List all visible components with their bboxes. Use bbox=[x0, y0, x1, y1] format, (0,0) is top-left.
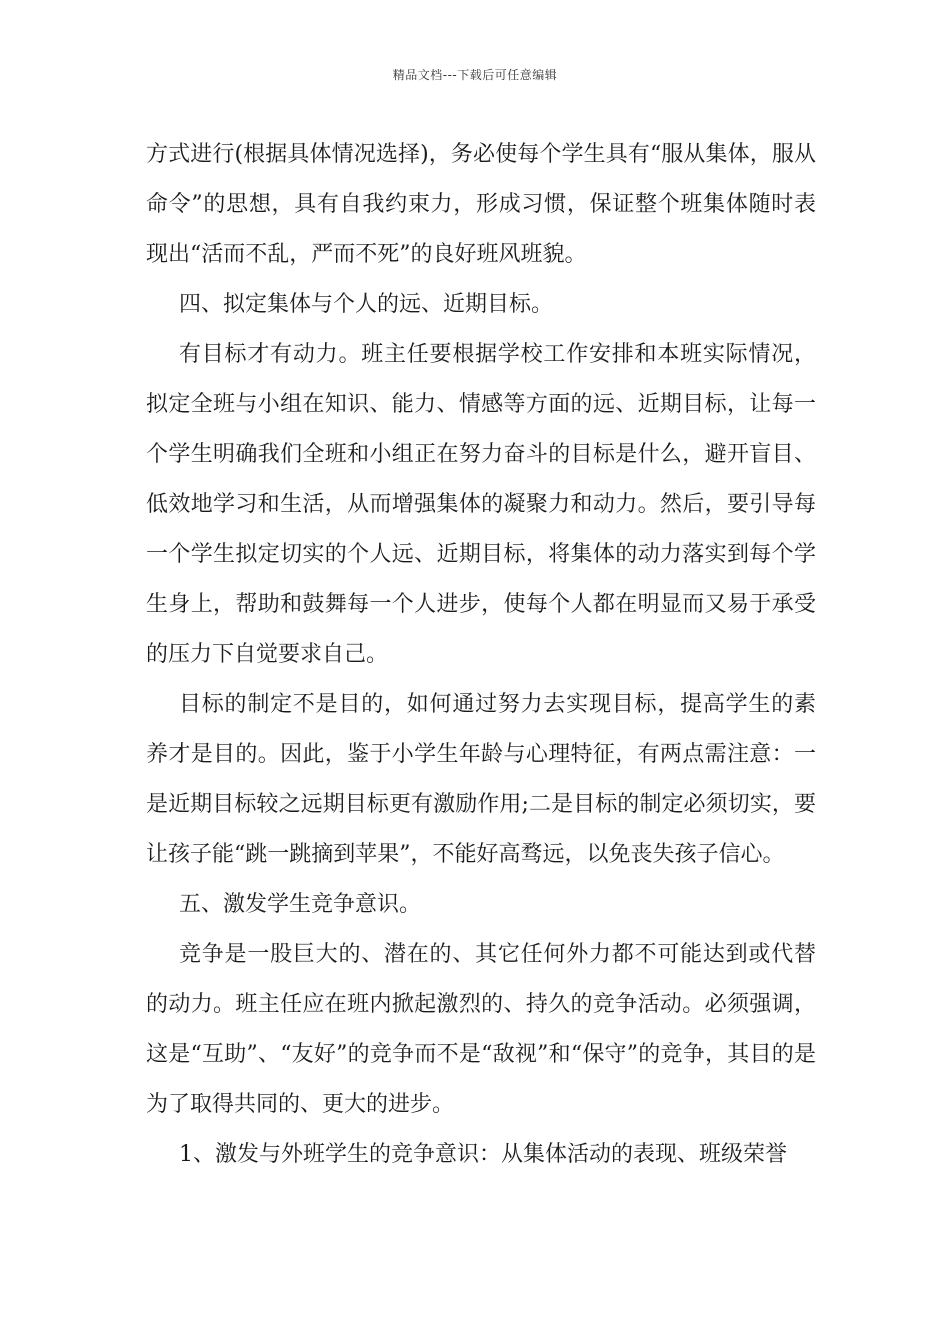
paragraph-2: 有目标才有动力。班主任要根据学校工作安排和本班实际情况，拟定全班与小组在知识、能力、情感等方面的远、近期目标，让每一个学生明确我们全班和小组正在努力奋斗的目标是什么，避开盲目、低效地学习和生活，从而增强集体的凝聚力和动力。然后，要引导每一个学生拟定切实的个人远、近期目标，将集体的动力落实到每个学生身上，帮助和鼓舞每一个人进步，使每个人都在明显而又易于承受的压力下自觉要求自己。 bbox=[146, 342, 816, 667]
section-heading-4: 四、拟定集体与个人的远、近期目标。 bbox=[179, 292, 554, 317]
paragraph-1: 方式进行(根据具体情况选择)，务必使每个学生具有“服从集体，服从命令”的思想，具有自我约束力，形成习惯，保证整个班集体随时表现出“活而不乱，严而不死”的良好班风班貌。 bbox=[146, 142, 816, 267]
document-body bbox=[146, 130, 816, 1180]
paragraph-5: 1、激发与外班学生的竞争意识：从集体活动的表现、班级荣誉 bbox=[179, 1142, 787, 1167]
section-heading-5: 五、激发学生竞争意识。 bbox=[179, 892, 422, 917]
paragraph-3: 目标的制定不是目的，如何通过努力去实现目标，提高学生的素养才是目的。因此，鉴于小学生年龄与心理特征，有两点需注意：一是近期目标较之远期目标更有激励作用;二是目标的制定必须切实，要让孩子能“跳一跳摘到苹果”，不能好高骛远，以免丧失孩子信心。 bbox=[146, 692, 816, 867]
page-header: 精品文档---下载后可任意编辑 bbox=[392, 68, 558, 82]
paragraph-4: 竞争是一股巨大的、潜在的、其它任何外力都不可能达到或代替的动力。班主任应在班内掀起激烈的、持久的竞争活动。必须强调，这是“互助”、“友好”的竞争而不是“敌视”和“保守”的竞争，其目的是为了取得共同的、更大的进步。 bbox=[146, 942, 816, 1117]
